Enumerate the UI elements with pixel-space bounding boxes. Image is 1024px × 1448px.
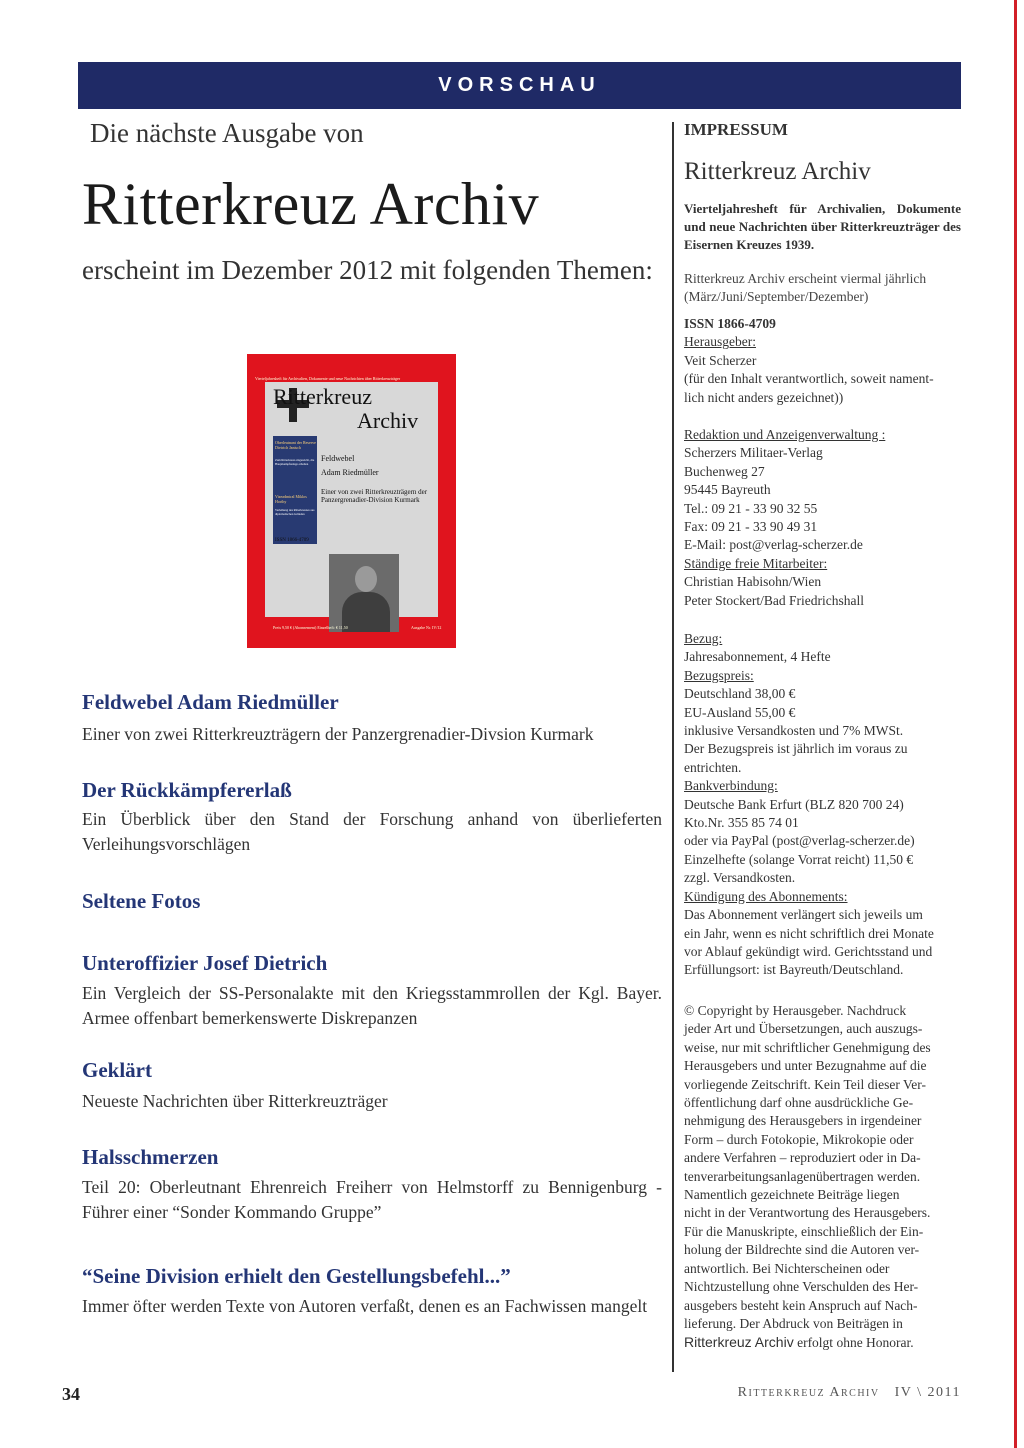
cover-side-text-1: Zum Ritterkreuz eingereicht, die Hauptkampfanlage erhalten [275,458,315,466]
cover-side-text-2: Verleihung des Ritterkreuzes aus diplomatischen Gründen [275,508,315,516]
impressum-subscription-label: Bezug: [684,631,723,646]
article-title: Seltene Fotos [82,889,201,913]
copyright-line: tenverarbeitungsanlagenübertragen werden. [684,1168,921,1184]
impressum-subscription-block [684,630,961,980]
impressum-editorial-line: Fax: 09 21 - 33 90 49 31 [684,519,818,535]
copyright-brand: Ritterkreuz Archiv [684,1334,794,1351]
cover-feature-desc: Einer von zwei Ritterkreuzträgern der Panzergrenadier-Division Kurmark [321,488,428,504]
copyright-line: Herausgebers und unter Bezugnahme auf die [684,1058,927,1074]
copyright-line: Form – durch Fotokopie, Mikrokopie oder [684,1131,914,1147]
cover-price: Preis 9,50 € (Abonnement) Einzelheft: € 11,50 [273,625,348,630]
column-divider [672,122,674,1372]
copyright-line: weise, nur mit schriftlicher Genehmigung des [684,1039,931,1055]
copyright-line: holung der Bildrechte sind die Autoren ver- [684,1242,920,1258]
impressum-bank-label: Bankverbindung: [684,778,778,794]
cover-side-title-1: Oberleutnant der Reserve Dietrich Janisch [275,440,316,450]
impressum-contributors-label: Ständige freie Mitarbeiter: [684,555,828,571]
impressum-editorial-line: 95445 Bayreuth [684,482,771,498]
copyright-line: öffentlichung darf ohne ausdrückliche Ge- [684,1095,914,1111]
impressum-cancel-line: Erfüllungsort: ist Bayreuth/Deutschland. [684,962,904,978]
cover-image [247,354,456,648]
cover-title-line2: Archiv [357,408,419,433]
intro-line: Die nächste Ausgabe von [90,118,364,148]
impressum-issn: ISSN 1866-4709 [684,316,776,331]
cover-tagline: Vierteljahresheft für Archivalien, Dokumente und neue Nachrichten über Ritterkreuzträger [255,376,401,381]
article-title: Der Rückkämpfererlaß [82,778,292,802]
impressum-cancel-line: ein Jahr, wenn es nicht schriftlich drei Monate [684,925,934,941]
article-title: “Seine Division erhielt den Gestellungsbefehl...” [82,1264,511,1288]
cover-issue: Ausgabe Nr. IV/12 [411,625,442,630]
copyright-line: ausgebers besteht kein Anspruch auf Nach- [684,1297,918,1313]
cover-side-title-2: Vizeadmiral Miklos Horthy [275,494,307,504]
impressum-publisher-block [684,315,961,407]
intro-subtitle: erscheint im Dezember 2012 mit folgenden Themen: [82,255,653,285]
impressum-contributor: Peter Stockert/Bad Friedrichshall [684,592,864,608]
footer-magazine: Ritterkreuz Archiv [737,1385,880,1400]
page-number: 34 [62,1384,80,1404]
impressum-publisher-label: Herausgeber: [684,334,756,350]
copyright-line: Nichtzustellung ohne Verschulden des Her- [684,1279,919,1295]
copyright-line: andere Verfahren – reproduziert oder in Da- [684,1150,921,1166]
impressum-price-line: Der Bezugspreis ist jährlich im voraus zu [684,741,908,757]
section-banner: VORSCHAU [78,62,961,109]
impressum-price-line: inklusive Versandkosten und 7% MWSt. [684,723,904,739]
copyright-line: vorliegende Zeitschrift. Kein Teil dieser Ver- [684,1076,926,1092]
copyright-line: nehmigung des Herausgebers in irgendeiner [684,1113,922,1129]
impressum-label: IMPRESSUM [684,120,788,139]
impressum-bank-line: Kto.Nr. 355 85 74 01 [684,815,799,831]
cover-feature-rank: Feldwebel [321,454,355,463]
article-desc: Neueste Nachrichten über Ritterkreuzträger [82,1091,388,1111]
impressum-subscription: Jahresabonnement, 4 Hefte [684,649,831,665]
copyright-line: nicht in der Verantwortung des Herausgebers. [684,1205,931,1221]
copyright-line: antwortlich. Bei Nichterscheinen oder [684,1260,890,1276]
copyright-last-line [684,1333,961,1352]
impressum-publisher: Veit Scherzer [684,352,757,368]
impressum-editorial-line: E-Mail: post@verlag-scherzer.de [684,537,863,553]
copyright-line: Namentlich gezeichnete Beiträge liegen [684,1187,900,1203]
impressum-editorial-label: Redaktion und Anzeigenverwaltung : [684,427,886,442]
footer-issue: IV \ 2011 [894,1385,961,1400]
impressum-publication-info: Ritterkreuz Archiv erscheint viermal jährlich (März/Juni/September/Dezember) [684,271,927,304]
copyright-end: erfolgt ohne Honorar. [793,1335,914,1351]
cover-sidebar [273,436,317,544]
cover-portrait-body [342,592,390,632]
article-title: Geklärt [82,1058,152,1082]
impressum-editorial-line: Tel.: 09 21 - 33 90 32 55 [684,500,818,516]
impressum-bank-line: Einzelhefte (solange Vorrat reicht) 11,50 € [684,851,914,867]
impressum-editorial-line: Scherzers Militaer-Verlag [684,445,823,461]
cover-title-line1: Ritterkreuz [273,384,372,409]
article-desc: Teil 20: Oberleutnant Ehrenreich Freiherr von Helmstorff zu Bennigenburg - Führer einer “Sonder Kommando Gruppe” [82,1177,662,1222]
page-edge-red-rule [1014,0,1017,1448]
impressum-cancel-line: vor Ablauf gekündigt wird. Gerichtsstand und [684,943,933,959]
article-title: Unteroffizier Josef Dietrich [82,951,328,975]
impressum-price-line: entrichten. [684,759,742,775]
impressum-contributor: Christian Habisohn/Wien [684,574,822,590]
impressum-cancel-line: Das Abonnement verlängert sich jeweils um [684,907,923,923]
impressum-editorial-block [684,426,961,610]
running-footer [738,1385,961,1401]
impressum-cancel-label: Kündigung des Abonnements: [684,888,848,904]
impressum-responsibility: (für den Inhalt verantwortlich, soweit nament- [684,371,934,387]
copyright-line: lieferung. Der Abdruck von Beiträgen in [684,1315,903,1331]
article-title: Halsschmerzen [82,1145,219,1169]
impressum-price-line: EU-Ausland 55,00 € [684,704,796,720]
magazine-title: Ritterkreuz Archiv [82,171,540,237]
article-title: Feldwebel Adam Riedmüller [82,690,339,714]
copyright-line: Für die Manuskripte, einschließlich der Ein- [684,1223,924,1239]
impressum-description: Vierteljahresheft für Archivalien, Dokumente und neue Nachrichten über Ritterkreuzträger des Eisernen Kreuzes 1939. [684,201,961,252]
impressum-price-label: Bezugspreis: [684,667,754,683]
article-desc: Immer öfter werden Texte von Autoren verfaßt, denen es an Fachwissen mangelt [82,1296,648,1316]
impressum-bank-line: Deutsche Bank Erfurt (BLZ 820 700 24) [684,796,904,812]
article-desc: Ein Überblick über den Stand der Forschung anhand von überlieferten Verleihungsvorschlägen [82,809,662,854]
impressum-bank-line: oder via PayPal (post@verlag-scherzer.de) [684,833,915,849]
cover-feature-name: Adam Riedmüller [321,468,379,477]
copyright-line: jeder Art und Übersetzungen, auch auszugs- [684,1021,923,1037]
impressum-copyright-block [684,1002,961,1353]
article-desc: Ein Vergleich der SS-Personalakte mit den Kriegsstammrollen der Kgl. Bayer. Armee offenbart bemerkenswerte Diskrepanzen [82,983,662,1028]
cover-issn: ISSN 1866-4709 [275,538,309,543]
impressum-title: Ritterkreuz Archiv [684,158,871,185]
impressum-editorial-line: Buchenweg 27 [684,463,765,479]
cover-portrait-head [355,566,377,592]
article-desc: Einer von zwei Ritterkreuzträgern der Panzergrenadier-Divsion Kurmark [82,724,594,744]
copyright-line: © Copyright by Herausgeber. Nachdruck [684,1003,907,1018]
impressum-price-line: Deutschland 38,00 € [684,686,796,702]
impressum-bank-line: zzgl. Versandkosten. [684,870,796,886]
impressum-responsibility: lich nicht anders gezeichnet)) [684,389,844,405]
